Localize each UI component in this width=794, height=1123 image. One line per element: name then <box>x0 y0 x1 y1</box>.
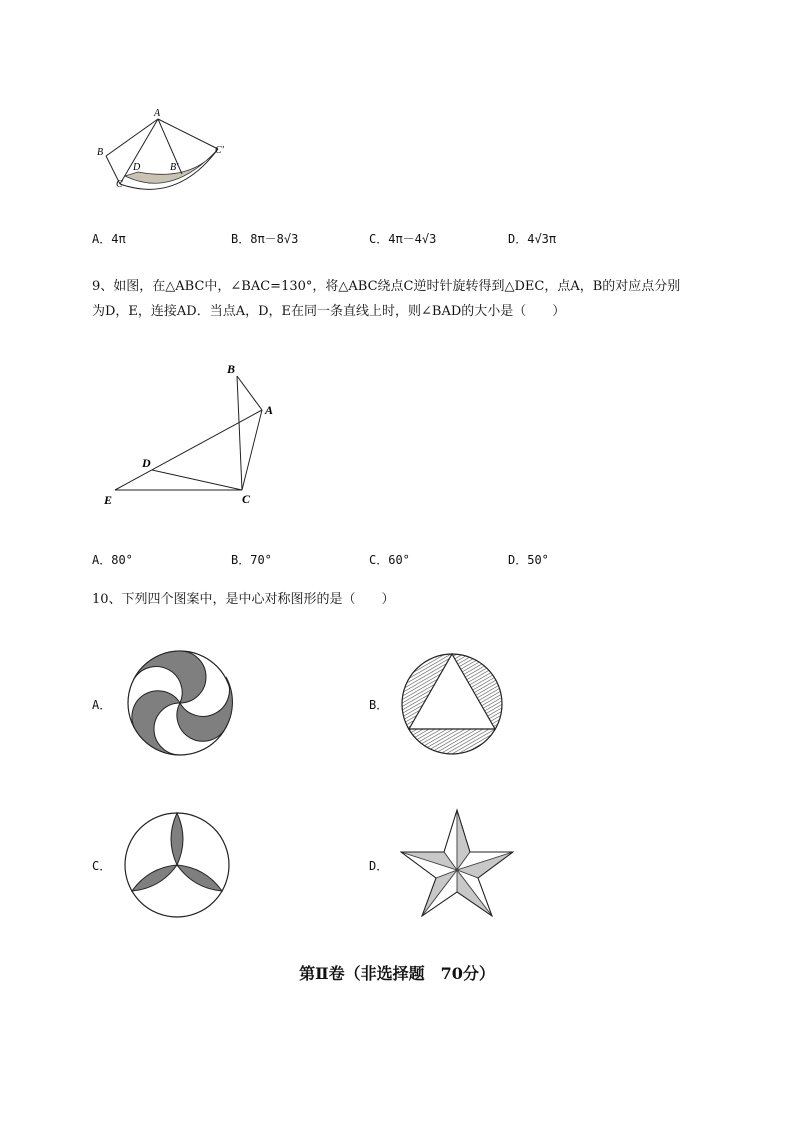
q9-option-d[interactable] <box>508 551 549 568</box>
q8-figure <box>92 104 242 194</box>
q8-option-a-value: 4π <box>111 232 126 246</box>
q8-label-C-prime: C' <box>215 145 224 156</box>
q10-option-c-figure[interactable] <box>122 810 232 920</box>
q9-label-C: C <box>242 492 251 506</box>
q9-label-D: D <box>142 456 151 470</box>
q8-label-B-prime: B' <box>170 162 179 173</box>
q8-option-c[interactable] <box>369 230 436 247</box>
q9-option-c[interactable] <box>369 551 410 568</box>
q8-label-D: D <box>133 162 141 173</box>
q9-stem-line-2: 为D，E，连接AD．当点A，D，E在同一条直线上时，则∠BAD的大小是（ ） <box>92 304 566 319</box>
q10-option-b-letter[interactable]: B． <box>369 698 389 712</box>
q8-option-b-value: 8π－8√3 <box>250 232 299 246</box>
q8-label-A: A <box>154 108 161 119</box>
q9-option-a-letter: A． <box>92 553 112 567</box>
q9-label-B: B <box>227 362 236 376</box>
q8-option-a[interactable] <box>92 230 126 247</box>
q9-figure <box>100 358 290 513</box>
q8-label-C: C <box>116 179 123 190</box>
q8-option-c-letter: C． <box>369 232 389 246</box>
q8-option-d-letter: D． <box>508 232 528 246</box>
section-title: 第Ⅱ卷（非选择题 70分） <box>299 964 495 983</box>
q8-option-b[interactable] <box>231 230 298 247</box>
q9-option-a-value: 80° <box>111 553 133 567</box>
q9-option-d-value: 50° <box>527 553 549 567</box>
q9-stem-line-1: 9、如图，在△ABC中，∠BAC=130°，将△ABC绕点C逆时针旋转得到△DEC，点A，B的对应点分别 <box>92 279 681 294</box>
q9-option-b-value: 70° <box>250 553 272 567</box>
q10-option-a-figure[interactable] <box>124 649 236 757</box>
q10-option-d-figure[interactable] <box>400 808 514 920</box>
q8-option-d[interactable] <box>508 230 556 247</box>
q8-option-a-letter: A． <box>92 232 112 246</box>
q9-option-c-value: 60° <box>388 553 410 567</box>
q10-option-d-letter[interactable]: D． <box>369 859 389 873</box>
q8-option-d-value: 4√3π <box>527 232 557 246</box>
q10-stem: 10、下列四个图案中，是中心对称图形的是（ ） <box>92 592 395 607</box>
q9-option-c-letter: C． <box>369 553 389 567</box>
q10-option-a-letter[interactable]: A． <box>92 698 112 712</box>
q9-option-d-letter: D． <box>508 553 528 567</box>
q9-option-a[interactable] <box>92 551 133 568</box>
q10-option-b-figure[interactable] <box>400 652 504 756</box>
q9-option-b[interactable] <box>231 551 272 568</box>
q10-option-c-letter[interactable]: C． <box>92 859 112 873</box>
q8-label-B: B <box>97 147 104 158</box>
q9-option-b-letter: B． <box>231 553 251 567</box>
q9-label-A: A <box>265 403 274 417</box>
q8-option-c-value: 4π－4√3 <box>388 232 437 246</box>
q9-label-E: E <box>104 493 113 507</box>
q8-option-b-letter: B． <box>231 232 251 246</box>
